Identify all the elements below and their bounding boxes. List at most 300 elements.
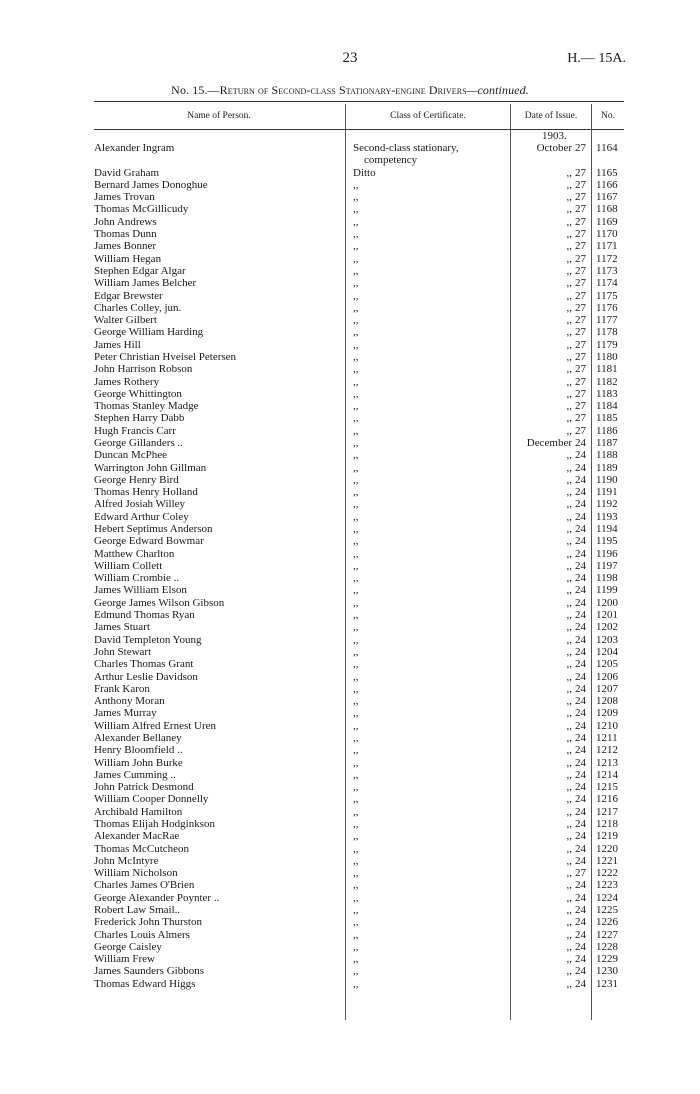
certificate-number: 1207 bbox=[596, 682, 618, 695]
issue-day: 24 bbox=[575, 731, 586, 744]
certificate-number: 1226 bbox=[596, 916, 618, 929]
certificate-number: 1199 bbox=[596, 584, 618, 597]
table-row bbox=[0, 720, 700, 732]
table-row bbox=[0, 142, 700, 154]
issue-month: ,, bbox=[566, 658, 572, 671]
certificate-class: ,, bbox=[353, 252, 359, 265]
certificate-number: 1200 bbox=[596, 596, 618, 609]
table-row bbox=[0, 929, 700, 941]
person-name: George William Harding bbox=[94, 326, 204, 339]
person-name: Charles Colley, jun. bbox=[94, 301, 182, 314]
issue-day: 24 bbox=[575, 965, 586, 978]
issue-month: ,, bbox=[566, 486, 572, 499]
table-row bbox=[0, 363, 700, 375]
table-row bbox=[0, 732, 700, 744]
issue-day: 24 bbox=[575, 510, 586, 523]
certificate-number: 1169 bbox=[596, 215, 618, 228]
issue-month: ,, bbox=[566, 215, 572, 228]
certificate-number: 1175 bbox=[596, 289, 618, 302]
certificate-class: Ditto bbox=[353, 166, 376, 179]
issue-month: ,, bbox=[566, 277, 572, 290]
table-row bbox=[0, 671, 700, 683]
issue-day: 24 bbox=[575, 830, 586, 843]
person-name: Stephen Edgar Algar bbox=[94, 264, 186, 277]
certificate-class: ,, bbox=[353, 805, 359, 818]
person-name: Walter Gilbert bbox=[94, 314, 157, 327]
issue-month: ,, bbox=[566, 891, 572, 904]
certificate-class: ,, bbox=[353, 793, 359, 806]
issue-month: ,, bbox=[566, 264, 572, 277]
table-row bbox=[0, 351, 700, 363]
table-row bbox=[0, 277, 700, 289]
certificate-number: 1196 bbox=[596, 547, 618, 560]
certificate-class: ,, bbox=[353, 264, 359, 277]
person-name: George Alexander Poynter .. bbox=[94, 891, 220, 904]
issue-day: 24 bbox=[575, 461, 586, 474]
table-row bbox=[0, 265, 700, 277]
issue-day: 24 bbox=[575, 559, 586, 572]
certificate-class: ,, bbox=[353, 412, 359, 425]
table-row bbox=[0, 179, 700, 191]
person-name: William Alfred Ernest Uren bbox=[94, 719, 217, 732]
issue-month: ,, bbox=[566, 363, 572, 376]
person-name: William Cooper Donnelly bbox=[94, 793, 209, 806]
person-name: James Cumming .. bbox=[94, 768, 176, 781]
certificate-number: 1225 bbox=[596, 904, 618, 916]
issue-month: October bbox=[536, 142, 572, 154]
issue-day: 24 bbox=[575, 793, 586, 806]
page-number: 23 bbox=[342, 50, 358, 66]
table-row bbox=[0, 449, 700, 461]
certificate-number: 1214 bbox=[596, 768, 618, 781]
certificate-class: ,, bbox=[353, 191, 359, 204]
issue-month: ,, bbox=[566, 940, 572, 953]
certificate-class-continued: competency bbox=[364, 154, 418, 167]
certificate-number: 1173 bbox=[596, 264, 618, 277]
issue-day: 24 bbox=[575, 645, 586, 658]
certificate-number: 1166 bbox=[596, 178, 618, 191]
issue-day: 24 bbox=[575, 842, 586, 855]
issue-month: ,, bbox=[566, 965, 572, 978]
issue-day: 27 bbox=[575, 142, 586, 154]
person-name: Edgar Brewster bbox=[94, 289, 163, 302]
issue-day: 24 bbox=[575, 437, 586, 449]
person-name: David Templeton Young bbox=[94, 633, 202, 646]
person-name: Hugh Francis Carr bbox=[94, 424, 176, 437]
certificate-class: ,, bbox=[353, 633, 359, 646]
certificate-number: 1213 bbox=[596, 756, 618, 769]
certificate-number: 1223 bbox=[596, 879, 618, 892]
certificate-class: ,, bbox=[353, 584, 359, 597]
certificate-class: ,, bbox=[353, 781, 359, 794]
certificate-class: ,, bbox=[353, 437, 359, 449]
top-rule bbox=[94, 101, 624, 102]
issue-day: 24 bbox=[575, 916, 586, 929]
table-row bbox=[0, 769, 700, 781]
certificate-number: 1191 bbox=[596, 486, 618, 499]
person-name: David Graham bbox=[94, 166, 160, 179]
table-row bbox=[0, 535, 700, 547]
certificate-number: 1192 bbox=[596, 498, 618, 511]
table-row bbox=[0, 707, 700, 719]
issue-day: 27 bbox=[575, 301, 586, 314]
certificate-class: ,, bbox=[353, 879, 359, 892]
issue-month: ,, bbox=[566, 523, 572, 535]
table-row bbox=[0, 228, 700, 240]
table-row bbox=[0, 683, 700, 695]
issue-month: ,, bbox=[566, 645, 572, 658]
issue-month: ,, bbox=[566, 793, 572, 806]
certificate-class: ,, bbox=[353, 203, 359, 216]
person-name: James Hill bbox=[94, 338, 141, 351]
issue-day: 27 bbox=[575, 363, 586, 376]
table-row bbox=[0, 167, 700, 179]
table-row bbox=[0, 302, 700, 314]
table-row bbox=[0, 388, 700, 400]
issue-month: ,, bbox=[566, 682, 572, 695]
certificate-class: ,, bbox=[353, 314, 359, 327]
person-name: Charles James O'Brien bbox=[94, 879, 195, 892]
certificate-class: ,, bbox=[353, 510, 359, 523]
person-name: Charles Louis Almers bbox=[94, 928, 190, 941]
person-name: James Rothery bbox=[94, 375, 160, 388]
table-row bbox=[0, 191, 700, 203]
person-name: Bernard James Donoghue bbox=[94, 178, 208, 191]
person-name: William Frew bbox=[94, 953, 155, 966]
person-name: George Edward Bowmar bbox=[94, 535, 204, 548]
table-row bbox=[0, 572, 700, 584]
person-name: Stephen Harry Dabb bbox=[94, 412, 185, 425]
person-name: Edward Arthur Coley bbox=[94, 510, 189, 523]
certificate-number: 1183 bbox=[596, 387, 618, 400]
certificate-number: 1181 bbox=[596, 363, 618, 376]
person-name: William Crombie .. bbox=[94, 572, 180, 585]
issue-month: ,, bbox=[566, 572, 572, 585]
issue-day: 27 bbox=[575, 215, 586, 228]
certificate-class: ,, bbox=[353, 523, 359, 535]
certificate-number: 1168 bbox=[596, 203, 618, 216]
table-row bbox=[0, 290, 700, 302]
person-name: James Murray bbox=[94, 707, 157, 720]
table-row bbox=[0, 400, 700, 412]
certificate-class: ,, bbox=[353, 387, 359, 400]
issue-month: ,, bbox=[566, 953, 572, 966]
issue-month: ,, bbox=[566, 203, 572, 216]
person-name: George Caisley bbox=[94, 940, 162, 953]
certificate-class: ,, bbox=[353, 449, 359, 462]
issue-month: ,, bbox=[566, 412, 572, 425]
certificate-number: 1201 bbox=[596, 609, 618, 621]
issue-month: ,, bbox=[566, 744, 572, 757]
table-row bbox=[0, 314, 700, 326]
certificate-class: ,, bbox=[353, 817, 359, 830]
person-name: Duncan McPhee bbox=[94, 449, 168, 462]
issue-month: ,, bbox=[566, 191, 572, 204]
certificate-number: 1188 bbox=[596, 449, 618, 462]
table-row bbox=[0, 904, 700, 916]
certificate-class: ,, bbox=[353, 535, 359, 548]
certificate-number: 1210 bbox=[596, 719, 618, 732]
certificate-class: ,, bbox=[353, 363, 359, 376]
issue-month: ,, bbox=[566, 854, 572, 867]
table-row bbox=[0, 326, 700, 338]
certificate-class: ,, bbox=[353, 842, 359, 855]
certificate-class: ,, bbox=[353, 965, 359, 978]
table-row bbox=[0, 621, 700, 633]
table-row bbox=[0, 830, 700, 842]
issue-month: ,, bbox=[566, 510, 572, 523]
certificate-number: 1189 bbox=[596, 461, 618, 474]
issue-month: ,, bbox=[566, 842, 572, 855]
person-name: Henry Bloomfield .. bbox=[94, 744, 183, 757]
certificate-number: 1218 bbox=[596, 817, 618, 830]
issue-month: ,, bbox=[566, 719, 572, 732]
issue-month: ,, bbox=[566, 695, 572, 707]
certificate-class: ,, bbox=[353, 904, 359, 916]
certificate-class: ,, bbox=[353, 473, 359, 486]
issue-month: ,, bbox=[566, 350, 572, 363]
header-date: Date of Issue. bbox=[524, 111, 578, 121]
issue-day: 24 bbox=[575, 805, 586, 818]
certificate-class: ,, bbox=[353, 375, 359, 388]
certificate-class: ,, bbox=[353, 658, 359, 671]
certificate-class: ,, bbox=[353, 178, 359, 191]
table-row bbox=[0, 793, 700, 805]
person-name: William Hegan bbox=[94, 252, 162, 265]
table-row bbox=[0, 965, 700, 977]
certificate-class: ,, bbox=[353, 867, 359, 880]
issue-day: 27 bbox=[575, 400, 586, 413]
certificate-number: 1164 bbox=[596, 142, 618, 154]
issue-day: 24 bbox=[575, 707, 586, 720]
person-name: Thomas Elijah Hodginkson bbox=[94, 817, 215, 830]
issue-day: 24 bbox=[575, 498, 586, 511]
issue-month: ,, bbox=[566, 584, 572, 597]
certificate-number: 1182 bbox=[596, 375, 618, 388]
certificate-class: ,, bbox=[353, 977, 359, 990]
issue-month: ,, bbox=[566, 449, 572, 462]
certificate-number: 1215 bbox=[596, 781, 618, 794]
certificate-class: ,, bbox=[353, 326, 359, 339]
issue-day: 24 bbox=[575, 473, 586, 486]
table-row bbox=[0, 511, 700, 523]
issue-month: ,, bbox=[566, 559, 572, 572]
person-name: John Patrick Desmond bbox=[94, 781, 194, 794]
certificate-number: 1222 bbox=[596, 867, 618, 880]
person-name: George Henry Bird bbox=[94, 473, 179, 486]
issue-month: ,, bbox=[566, 621, 572, 634]
issue-month: ,, bbox=[566, 252, 572, 265]
certificate-class: ,, bbox=[353, 547, 359, 560]
person-name: Thomas Henry Holland bbox=[94, 486, 198, 499]
issue-month: ,, bbox=[566, 768, 572, 781]
certificate-class: ,, bbox=[353, 572, 359, 585]
issue-day: 24 bbox=[575, 584, 586, 597]
table-row bbox=[0, 818, 700, 830]
certificate-class: ,, bbox=[353, 707, 359, 720]
issue-day: 24 bbox=[575, 609, 586, 621]
person-name: James Saunders Gibbons bbox=[94, 965, 204, 978]
issue-day: 27 bbox=[575, 228, 586, 240]
table-row bbox=[0, 855, 700, 867]
certificate-class: ,, bbox=[353, 854, 359, 867]
certificate-number: 1217 bbox=[596, 805, 618, 818]
table-row bbox=[0, 560, 700, 572]
person-name: Frederick John Thurston bbox=[94, 916, 202, 929]
table-row bbox=[0, 941, 700, 953]
issue-day: 27 bbox=[575, 191, 586, 204]
issue-month: ,, bbox=[566, 596, 572, 609]
issue-month: ,, bbox=[566, 547, 572, 560]
person-name: Hebert Septimus Anderson bbox=[94, 523, 213, 535]
issue-day: 24 bbox=[575, 547, 586, 560]
issue-day: 24 bbox=[575, 904, 586, 916]
certificate-number: 1224 bbox=[596, 891, 618, 904]
table-row bbox=[0, 548, 700, 560]
table-row bbox=[0, 658, 700, 670]
issue-month: ,, bbox=[566, 928, 572, 941]
issue-day: 27 bbox=[575, 338, 586, 351]
issue-month: ,, bbox=[566, 707, 572, 720]
table-row bbox=[0, 462, 700, 474]
table-row bbox=[0, 339, 700, 351]
person-name: Thomas Dunn bbox=[94, 228, 157, 240]
certificate-number: 1180 bbox=[596, 350, 618, 363]
issue-day: 27 bbox=[575, 424, 586, 437]
person-name: Archibald Hamilton bbox=[94, 805, 183, 818]
person-name: George James Wilson Gibson bbox=[94, 596, 225, 609]
issue-day: 24 bbox=[575, 756, 586, 769]
issue-month: ,, bbox=[566, 756, 572, 769]
issue-day: 24 bbox=[575, 719, 586, 732]
issue-day: 27 bbox=[575, 867, 586, 880]
certificate-number: 1229 bbox=[596, 953, 618, 966]
issue-day: 24 bbox=[575, 535, 586, 548]
issue-month: ,, bbox=[566, 977, 572, 990]
issue-day: 27 bbox=[575, 375, 586, 388]
certificate-number: 1221 bbox=[596, 854, 618, 867]
person-name: James Stuart bbox=[94, 621, 150, 634]
certificate-class: ,, bbox=[353, 301, 359, 314]
issue-month: ,, bbox=[566, 400, 572, 413]
issue-day: 24 bbox=[575, 523, 586, 535]
person-name: Alexander MacRae bbox=[94, 830, 180, 843]
table-row bbox=[0, 474, 700, 486]
certificate-number: 1187 bbox=[596, 437, 618, 449]
table-row bbox=[0, 744, 700, 756]
certificate-class: ,, bbox=[353, 609, 359, 621]
issue-day: 24 bbox=[575, 817, 586, 830]
person-name: William Collett bbox=[94, 559, 163, 572]
certificate-class: ,, bbox=[353, 400, 359, 413]
issue-month: ,, bbox=[566, 633, 572, 646]
certificate-class: ,, bbox=[353, 891, 359, 904]
person-name: George Whittington bbox=[94, 387, 182, 400]
issue-day: 27 bbox=[575, 350, 586, 363]
person-name: Thomas McGillicudy bbox=[94, 203, 189, 216]
issue-day: 24 bbox=[575, 670, 586, 683]
certificate-class: ,, bbox=[353, 768, 359, 781]
issue-month: ,, bbox=[566, 916, 572, 929]
issue-month: ,, bbox=[566, 338, 572, 351]
certificate-class: ,, bbox=[353, 461, 359, 474]
table-row bbox=[0, 425, 700, 437]
person-name: John Stewart bbox=[94, 645, 152, 658]
certificate-class: ,, bbox=[353, 756, 359, 769]
header-name: Name of Person. bbox=[187, 111, 251, 121]
person-name: George Gillanders .. bbox=[94, 437, 183, 449]
title-prefix: No. 15.— bbox=[171, 83, 220, 97]
title-caps: Return of Second-class Stationary-engine Drivers bbox=[219, 83, 467, 97]
year-label: 1903. bbox=[542, 130, 567, 142]
certificate-number: 1186 bbox=[596, 424, 618, 437]
table-row bbox=[0, 216, 700, 228]
certificate-class: ,, bbox=[353, 670, 359, 683]
header-number: No. bbox=[601, 111, 615, 121]
table-row bbox=[0, 781, 700, 793]
title-suffix: —continued. bbox=[466, 83, 529, 97]
issue-day: 24 bbox=[575, 928, 586, 941]
issue-day: 24 bbox=[575, 658, 586, 671]
table-row bbox=[0, 437, 700, 449]
certificate-number: 1195 bbox=[596, 535, 618, 548]
certificate-class: ,, bbox=[353, 695, 359, 707]
certificate-class: ,, bbox=[353, 596, 359, 609]
certificate-number: 1194 bbox=[596, 523, 618, 535]
issue-day: 27 bbox=[575, 178, 586, 191]
certificate-number: 1219 bbox=[596, 830, 618, 843]
issue-day: 24 bbox=[575, 621, 586, 634]
issue-day: 27 bbox=[575, 240, 586, 253]
issue-month: ,, bbox=[566, 424, 572, 437]
issue-month: ,, bbox=[566, 461, 572, 474]
issue-month: ,, bbox=[566, 301, 572, 314]
certificate-number: 1179 bbox=[596, 338, 618, 351]
person-name: Alfred Josiah Willey bbox=[94, 498, 186, 511]
issue-month: December bbox=[526, 437, 572, 449]
person-name: Frank Karon bbox=[94, 682, 150, 695]
certificate-number: 1209 bbox=[596, 707, 618, 720]
person-name: Arthur Leslie Davidson bbox=[94, 670, 198, 683]
issue-month: ,, bbox=[566, 498, 572, 511]
certificate-number: 1177 bbox=[596, 314, 618, 327]
certificate-number: 1212 bbox=[596, 744, 618, 757]
certificate-number: 1165 bbox=[596, 166, 618, 179]
issue-day: 27 bbox=[575, 412, 586, 425]
certificate-class: ,, bbox=[353, 928, 359, 941]
person-name: James Trovan bbox=[94, 191, 155, 204]
issue-month: ,, bbox=[566, 289, 572, 302]
issue-month: ,, bbox=[566, 240, 572, 253]
certificate-number: 1203 bbox=[596, 633, 618, 646]
issue-day: 27 bbox=[575, 166, 586, 179]
certificate-number: 1198 bbox=[596, 572, 618, 585]
person-name: John McIntyre bbox=[94, 854, 159, 867]
certificate-class: ,, bbox=[353, 830, 359, 843]
person-name: Charles Thomas Grant bbox=[94, 658, 194, 671]
table-row bbox=[0, 806, 700, 818]
certificate-number: 1197 bbox=[596, 559, 618, 572]
issue-day: 24 bbox=[575, 596, 586, 609]
certificate-class: ,, bbox=[353, 916, 359, 929]
person-name: Robert Law Smail.. bbox=[94, 904, 181, 916]
issue-day: 24 bbox=[575, 940, 586, 953]
table-row bbox=[0, 646, 700, 658]
certificate-number: 1208 bbox=[596, 695, 618, 707]
table-row bbox=[0, 916, 700, 928]
issue-month: ,, bbox=[566, 473, 572, 486]
certificate-number: 1184 bbox=[596, 400, 618, 413]
